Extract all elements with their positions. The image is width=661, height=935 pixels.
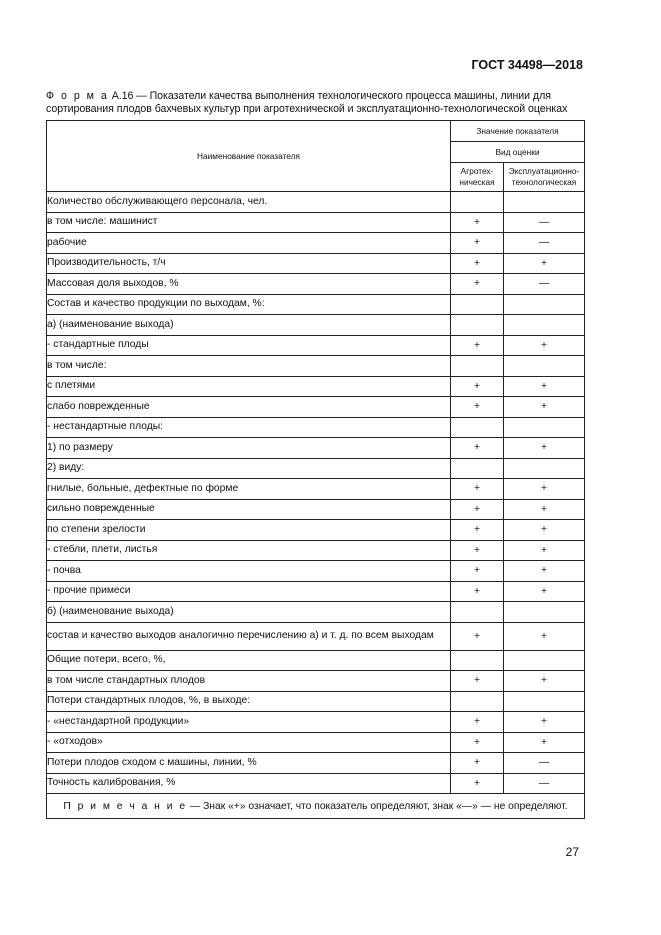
operational-mark-cell: +	[504, 732, 585, 753]
operational-mark-cell: +	[504, 499, 585, 520]
operational-mark-cell: +	[504, 520, 585, 541]
indicator-name-cell: а) (наименование выхода)	[47, 315, 451, 336]
operational-mark-cell: +	[504, 479, 585, 500]
indicator-name-cell: Состав и качество продукции по выходам, %:	[47, 294, 451, 315]
indicator-name-cell: - прочие примеси	[47, 581, 451, 602]
agrotechnical-mark-cell: +	[451, 274, 504, 295]
agrotechnical-mark-cell: +	[451, 438, 504, 459]
header-agro-line2: ническая	[459, 177, 495, 187]
table-row	[47, 540, 585, 561]
operational-mark-cell: +	[504, 335, 585, 356]
operational-mark-cell: —	[504, 212, 585, 233]
indicator-name-cell: Общие потери, всего, %,	[47, 650, 451, 671]
header-value: Значение показателя	[451, 121, 585, 142]
operational-mark-cell: +	[504, 581, 585, 602]
table-row	[47, 671, 585, 692]
standard-number: ГОСТ 34498—2018	[471, 58, 583, 72]
page-number: 27	[565, 845, 579, 859]
indicator-name-cell: с плетями	[47, 376, 451, 397]
agrotechnical-mark-cell	[451, 691, 504, 712]
agrotechnical-mark-cell	[451, 417, 504, 438]
caption-text: А.16 — Показатели качества выполнения технологического процесса машины, линии для сортирования плодов бахчевых культур при агротехнической и эксплуатационно-технологической оценках	[46, 90, 568, 115]
agrotechnical-mark-cell: +	[451, 540, 504, 561]
agrotechnical-mark-cell: +	[451, 671, 504, 692]
agrotechnical-mark-cell: +	[451, 376, 504, 397]
agrotechnical-mark-cell: +	[451, 335, 504, 356]
agrotechnical-mark-cell: +	[451, 773, 504, 794]
indicator-name-cell: Массовая доля выходов, %	[47, 274, 451, 295]
agrotechnical-mark-cell: +	[451, 479, 504, 500]
table-row	[47, 520, 585, 541]
table-row	[47, 691, 585, 712]
agrotechnical-mark-cell	[451, 650, 504, 671]
form-caption	[46, 90, 586, 116]
agrotechnical-mark-cell: +	[451, 212, 504, 233]
header-assessment-kind: Вид оценки	[451, 142, 585, 163]
header-indicator-name: Наименование показателя	[47, 121, 451, 192]
agrotechnical-mark-cell	[451, 315, 504, 336]
agrotechnical-mark-cell: +	[451, 732, 504, 753]
operational-mark-cell	[504, 417, 585, 438]
operational-mark-cell	[504, 691, 585, 712]
table-row	[47, 192, 585, 213]
agrotechnical-mark-cell	[451, 192, 504, 213]
indicator-name-cell: 2) виду:	[47, 458, 451, 479]
header-agro-line1: Агротех-	[460, 166, 494, 176]
table-row	[47, 732, 585, 753]
agrotechnical-mark-cell	[451, 356, 504, 377]
table-row	[47, 622, 585, 650]
agrotechnical-mark-cell: +	[451, 581, 504, 602]
operational-mark-cell: +	[504, 671, 585, 692]
table-row	[47, 294, 585, 315]
agrotechnical-mark-cell: +	[451, 712, 504, 733]
indicator-name-cell: по степени зрелости	[47, 520, 451, 541]
indicator-name-cell: - стебли, плети, листья	[47, 540, 451, 561]
note-label: П р и м е ч а н и е	[63, 800, 188, 812]
operational-mark-cell	[504, 602, 585, 623]
table-row	[47, 650, 585, 671]
indicator-name-cell: в том числе:	[47, 356, 451, 377]
operational-mark-cell: +	[504, 622, 585, 650]
operational-mark-cell	[504, 650, 585, 671]
table-row	[47, 335, 585, 356]
operational-mark-cell	[504, 294, 585, 315]
indicators-table	[46, 120, 585, 819]
operational-mark-cell: +	[504, 376, 585, 397]
indicator-name-cell: слабо поврежденные	[47, 397, 451, 418]
agrotechnical-mark-cell: +	[451, 753, 504, 774]
indicator-name-cell: Точность калибрования, %	[47, 773, 451, 794]
table-row	[47, 356, 585, 377]
agrotechnical-mark-cell: +	[451, 397, 504, 418]
indicator-name-cell: Количество обслуживающего персонала, чел.	[47, 192, 451, 213]
operational-mark-cell: —	[504, 773, 585, 794]
indicator-name-cell: 1) по размеру	[47, 438, 451, 459]
operational-mark-cell: +	[504, 561, 585, 582]
indicator-name-cell: Производительность, т/ч	[47, 253, 451, 274]
operational-mark-cell: —	[504, 274, 585, 295]
table-row	[47, 458, 585, 479]
operational-mark-cell: +	[504, 438, 585, 459]
table-row	[47, 479, 585, 500]
indicator-name-cell: состав и качество выходов аналогично перечислению а) и т. д. по всем выходам	[47, 622, 451, 650]
table-row	[47, 438, 585, 459]
header-agrotechnical	[451, 163, 504, 192]
operational-mark-cell	[504, 356, 585, 377]
operational-mark-cell: +	[504, 712, 585, 733]
indicator-name-cell: Потери плодов сходом с машины, линии, %	[47, 753, 451, 774]
header-expl-line1: Эксплуатационно-	[508, 166, 580, 176]
table-row	[47, 499, 585, 520]
operational-mark-cell: +	[504, 540, 585, 561]
indicator-name-cell: в том числе стандартных плодов	[47, 671, 451, 692]
table-note	[47, 794, 585, 819]
operational-mark-cell: +	[504, 253, 585, 274]
table-row	[47, 315, 585, 336]
agrotechnical-mark-cell	[451, 602, 504, 623]
indicator-name-cell: сильно поврежденные	[47, 499, 451, 520]
table-row	[47, 397, 585, 418]
agrotechnical-mark-cell: +	[451, 622, 504, 650]
caption-prefix: Ф о р м а	[46, 90, 109, 102]
agrotechnical-mark-cell: +	[451, 253, 504, 274]
agrotechnical-mark-cell: +	[451, 499, 504, 520]
table-row	[47, 602, 585, 623]
operational-mark-cell	[504, 192, 585, 213]
agrotechnical-mark-cell: +	[451, 520, 504, 541]
table-row	[47, 581, 585, 602]
agrotechnical-mark-cell: +	[451, 233, 504, 254]
table-row	[47, 773, 585, 794]
indicator-name-cell: в том числе: машинист	[47, 212, 451, 233]
indicator-name-cell: - «нестандартной продукции»	[47, 712, 451, 733]
indicator-name-cell: гнилые, больные, дефектные по форме	[47, 479, 451, 500]
agrotechnical-mark-cell	[451, 458, 504, 479]
agrotechnical-mark-cell	[451, 294, 504, 315]
indicator-name-cell: Потери стандартных плодов, %, в выходе:	[47, 691, 451, 712]
table-row	[47, 753, 585, 774]
header-operational	[504, 163, 585, 192]
agrotechnical-mark-cell: +	[451, 561, 504, 582]
table-row	[47, 274, 585, 295]
operational-mark-cell: +	[504, 397, 585, 418]
note-text: — Знак «+» означает, что показатель определяют, знак «—» — не определяют.	[187, 800, 568, 812]
indicator-name-cell: б) (наименование выхода)	[47, 602, 451, 623]
operational-mark-cell: —	[504, 753, 585, 774]
header-expl-line2: технологическая	[511, 177, 577, 187]
table-row	[47, 253, 585, 274]
table-body	[47, 192, 585, 794]
operational-mark-cell: —	[504, 233, 585, 254]
indicator-name-cell: - «отходов»	[47, 732, 451, 753]
operational-mark-cell	[504, 458, 585, 479]
indicator-name-cell: - нестандартные плоды:	[47, 417, 451, 438]
table-row	[47, 712, 585, 733]
indicator-name-cell: рабочие	[47, 233, 451, 254]
indicator-name-cell: - стандартные плоды	[47, 335, 451, 356]
table-row	[47, 561, 585, 582]
operational-mark-cell	[504, 315, 585, 336]
table-row	[47, 212, 585, 233]
table-row	[47, 233, 585, 254]
table-row	[47, 376, 585, 397]
table-row	[47, 417, 585, 438]
indicator-name-cell: - почва	[47, 561, 451, 582]
